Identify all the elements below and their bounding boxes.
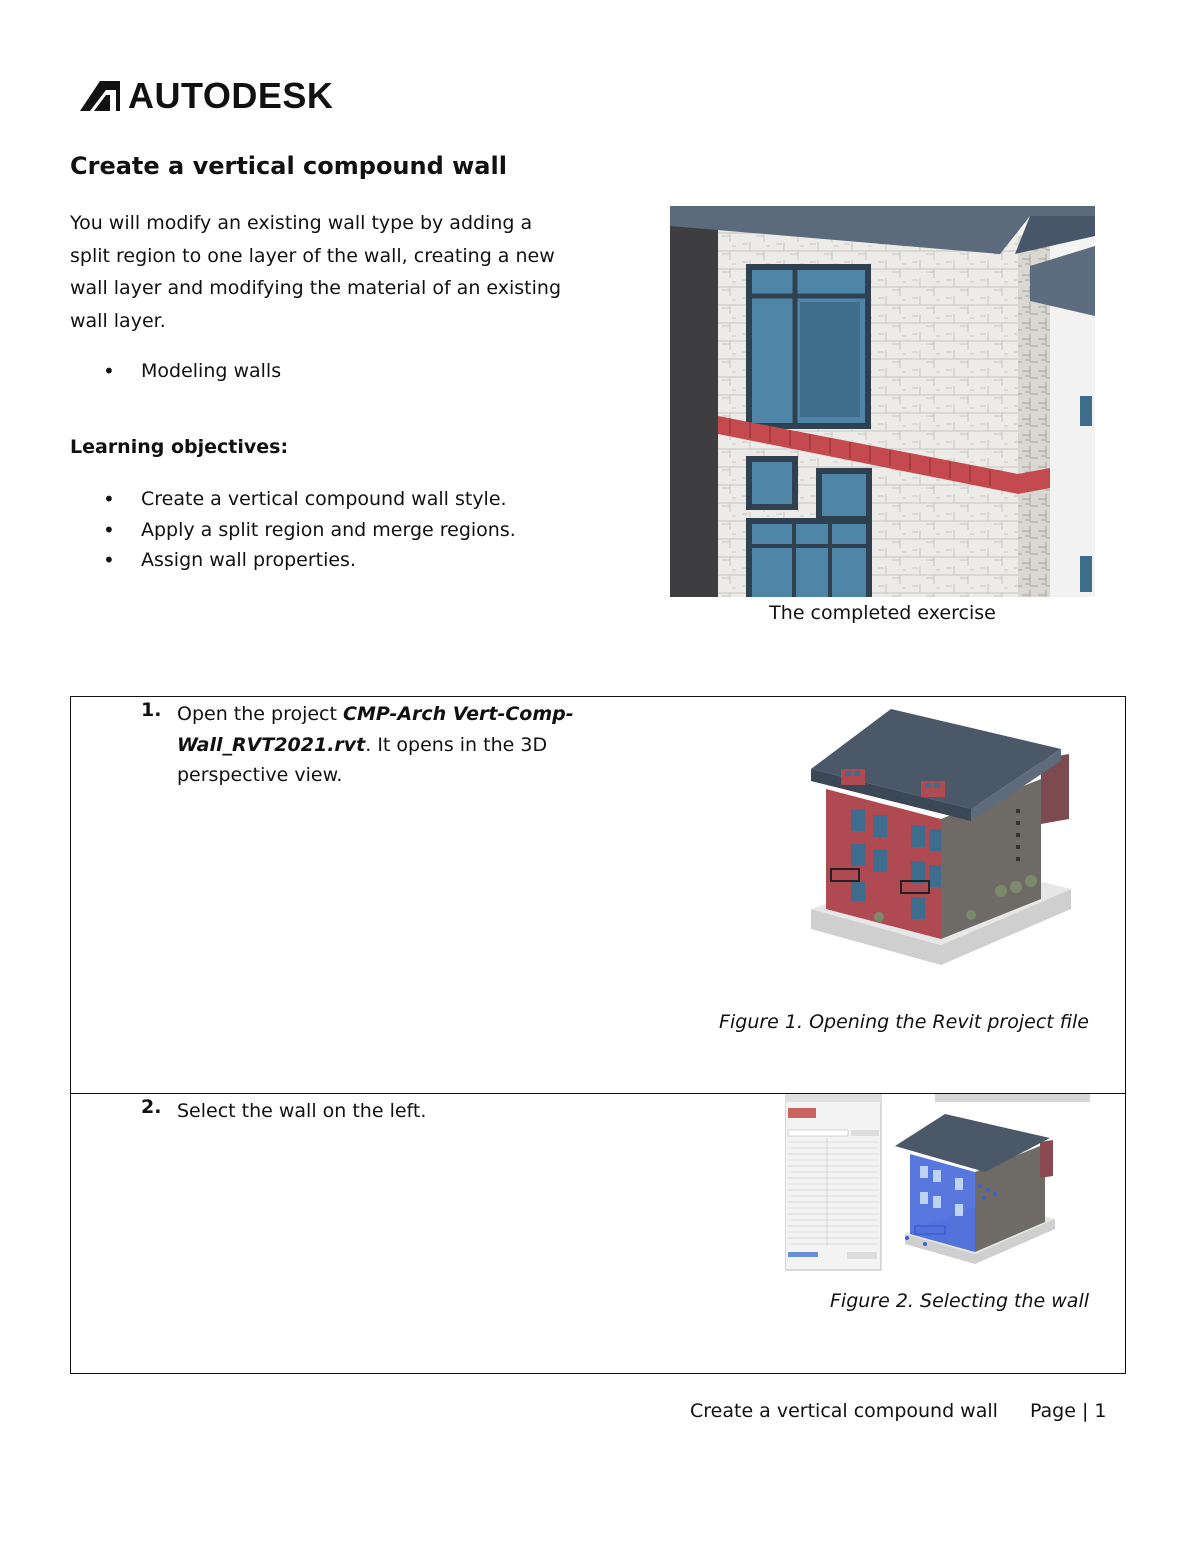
learning-objectives-label: Learning objectives: xyxy=(70,436,289,458)
autodesk-logo xyxy=(80,75,334,116)
objectives-list xyxy=(70,484,516,576)
step-text: Open the project CMP-Arch Vert-Comp-Wall_RVT2021.rvt. It opens in the 3D perspective view. xyxy=(177,703,574,786)
footer-doc-title: Create a vertical compound wall xyxy=(690,1400,998,1422)
steps-table xyxy=(70,696,1126,1374)
list-item: • Create a vertical compound wall style. xyxy=(70,484,516,515)
list-item: • Assign wall properties. xyxy=(70,545,516,576)
list-item: • Apply a split region and merge regions. xyxy=(70,515,516,546)
project-file-name: CMP-Arch Vert-Comp-Wall_RVT2021.rvt xyxy=(177,703,574,756)
figure-2-caption: Figure 2. Selecting the wall xyxy=(829,1290,1089,1312)
figure-1-caption: Figure 1. Opening the Revit project file xyxy=(719,1011,1089,1033)
step-text: Select the wall on the left. xyxy=(177,1100,427,1122)
step-number: 1. xyxy=(141,699,162,721)
page-title: Create a vertical compound wall xyxy=(70,152,507,180)
list-item: • Modeling walls xyxy=(70,356,281,386)
step-row xyxy=(71,1094,1125,1373)
step-number: 2. xyxy=(141,1096,162,1118)
autodesk-logo-text: AUTODESK xyxy=(128,75,334,116)
topics-list xyxy=(70,356,281,386)
page-footer xyxy=(690,1400,1107,1422)
figure-2-select-wall-screenshot xyxy=(785,1094,1090,1272)
step-row xyxy=(71,697,1125,1094)
completed-exercise-image xyxy=(670,206,1095,597)
autodesk-logo-mark-icon xyxy=(80,81,120,111)
intro-paragraph: You will modify an existing wall type by adding a split region to one layer of the wall, creating a new wall layer and modifying the material of an existing wall layer. xyxy=(70,212,562,332)
hero-caption: The completed exercise xyxy=(769,602,996,624)
footer-page-number: Page | 1 xyxy=(1029,1400,1107,1422)
figure-1-building-3d-view xyxy=(801,709,1081,969)
